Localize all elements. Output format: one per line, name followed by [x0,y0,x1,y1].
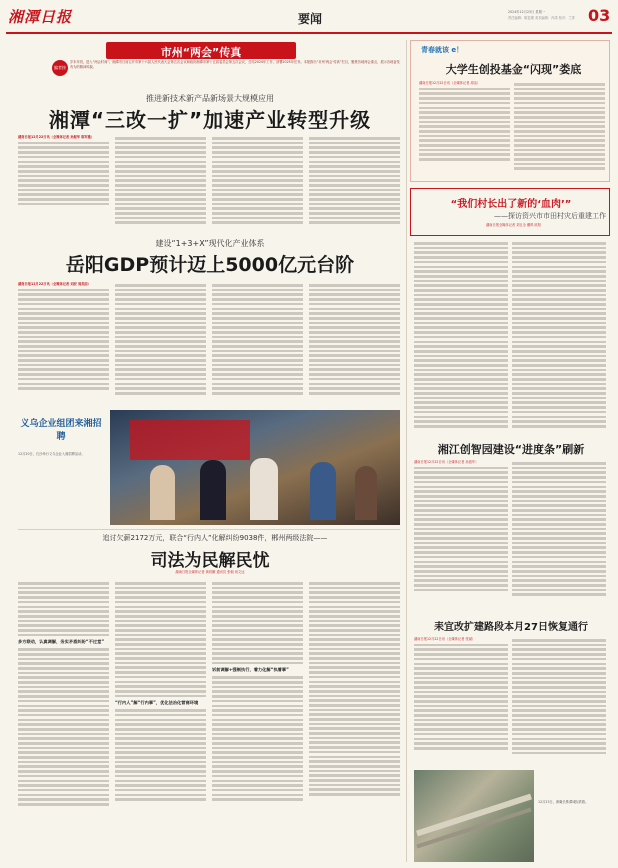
story4-headline: 湘江创智园建设“进度条”刷新 [437,443,585,456]
story5-subhead2: “行内人”解“行内事”，优化法治化营商环境 [115,700,199,706]
sidebar-box [410,40,610,182]
issue-date: 2024年12月23日 星期一 [508,10,546,14]
sidebar-tag: 青春就该 e！ [421,46,464,54]
photo2-caption: 12月23日，俯瞰长株潭城际铁路。 [538,800,589,804]
sidebar-headline: 大学生创投基金“闪现”娄底 [445,63,582,76]
story1-byline: 湖南日报12月22日讯（全媒体记者 孙振华 陈军雅） [18,135,95,139]
column-intro: 岁末年初，进入“两会时间”。湘潭市日前召开市第十六届人民代表大会第五次会议和政协湘潭市第十五届委员会第五次会议，总结2024年工作，部署2025年任务。本报推出“市州‘两会’传真”栏目，聚焦各地两会重点，展示各地奋发有为的精神风貌。 [70,60,400,69]
photo1-caption-title: 义乌企业组团来湘招聘 [20,419,102,442]
column-rule-right [406,40,407,862]
story2-byline: 湖南日报12月22日讯（全媒体记者 刘辰 周英如） [18,282,91,286]
story1-headline: 湘潭“三改一扩”加速产业转型升级 [48,108,372,130]
story2-body [18,282,400,402]
recruitment-photo [110,410,400,525]
story2-kicker: 建设“1+3+X”现代化产业体系 [155,239,265,248]
section-title: 要闻 [297,12,322,26]
story5-kicker: 追讨欠薪2172万元，联合“行内人”化解纠纷9038件，郴州两级法院—— [102,534,328,542]
story1-body [18,135,400,230]
newspaper-logo: 湘潭日报 [8,8,73,26]
masthead [0,0,618,36]
page-number: 03 [588,6,611,25]
rule-story5-top [18,529,400,530]
story4-body [414,460,606,610]
story3-subhead: ——探访资兴市市田村灾后重建工作 [494,212,606,220]
sidebar-byline: 湖南日报12月22日讯（全媒体记者 周洁） [419,81,481,85]
story6-body [414,637,606,767]
masthead-rule [6,32,612,34]
story6-headline: 耒宜改扩建路段本月27日恢复通行 [434,622,588,633]
story3-headline: “我们村长出了新的‘血肉’” [450,199,572,209]
story3-body [414,240,606,438]
story4-byline: 湖南日报12月22日讯（全媒体记者 孙振华） [414,460,479,464]
photo1-caption-text: 12月20日，长沙举行义乌企业入湘招聘活动。 [18,452,85,456]
story3-headline-box [410,188,610,236]
story5-headline: 司法为民解民忧 [150,551,270,568]
column-banner [106,42,296,59]
story6-byline: 湖南日报12月22日讯（全媒体记者 张斌） [414,637,476,641]
photo1-caption [18,418,104,528]
story2-headline: 岳阳GDP预计迈上5000亿元台阶 [65,254,355,276]
story3-byline: 湖南日报全媒体记者 刘玉全 戴鸣 欧阳 [486,223,541,227]
story5-body [18,580,400,862]
editors-line: 责任编辑：陈雯瑾 美术编辑：肖漾 校对：兰青 [508,16,575,20]
story5-byline: 湖南日报全媒体记者 黄叔鹏 通讯员 张朝 何文达 [175,570,245,574]
story5-subhead3: 诉前调解+强制执行，着力化解“执着事” [212,667,289,673]
story1-kicker: 推进新技术新产品新场景大规模应用 [146,94,274,103]
railway-photo [414,770,534,862]
column-title: 市州“两会”传真 [160,46,242,58]
story5-subhead1: 多方联动，认真调解，务实矛盾纠纷“不过堂” [18,639,105,645]
sidebar-body [419,81,605,181]
column-badge: 编者按 [52,60,68,76]
